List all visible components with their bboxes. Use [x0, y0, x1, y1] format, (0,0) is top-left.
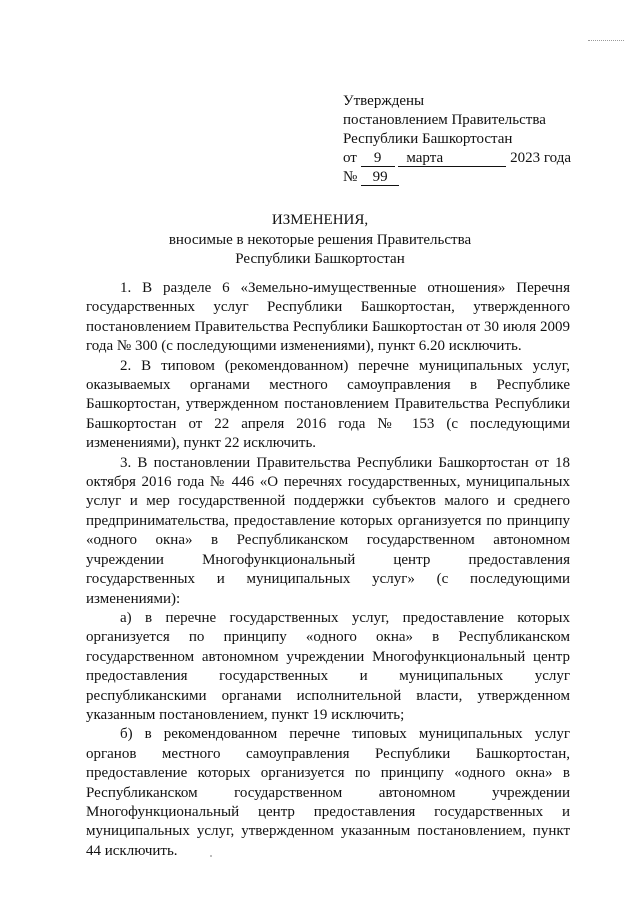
approval-line-3: Республики Башкортостан [343, 131, 513, 147]
document-title: ИЗМЕНЕНИЯ, [271, 212, 369, 228]
document-subtitle-line-1: вносимые в некоторые решения Правительства [168, 232, 472, 248]
date-year: 2023 года [510, 150, 571, 166]
paragraph-2: 2. В типовом (рекомендованном) перечне муниципальных услуг, оказываемых органами местного самоуправления в Республике Башкортостан, утвержденном постановлением Правительства Республики Башкортостан от 22 апреля 2016 года № 153 (с последующими изменениями), пункт 22 исключить. [86, 357, 570, 452]
paragraph-1: 1. В разделе 6 «Земельно-имущественные отношения» Перечня государственных услуг Республики Башкортостан, утвержденного постановлением Правительства Республики Башкортостан от 30 июля 2009 года № 300 (с последующими изменениями), пункт 6.20 исключить. [86, 280, 570, 355]
date-prefix: от [343, 150, 357, 166]
approval-block [343, 92, 583, 187]
paragraph-3b: б) в рекомендованном перечне типовых муниципальных услуг органов местного самоуправления Республики Башкортостан, предоставление которых организуется по принципу «одного окна» в Республиканском государственном автономном учреждении Многофункциональный центр предоставления государственных и муниципальных услуг, утвержденном указанным постановлением, пункт 44 исключить. [86, 726, 570, 859]
document-body [86, 279, 570, 861]
approval-line-1: Утверждены [343, 93, 425, 109]
paragraph-3a: а) в перечне государственных услуг, предоставление которых организуется по принципу «одного окна» в Республиканском государственном автономном учреждении Многофункциональный центр предоставления государственных и муниципальных услуг республиканскими органами исполнительной власти, утвержденном указанным постановлением, пункт 19 исключить; [86, 609, 570, 723]
approval-line-2: постановлением Правительства [343, 112, 546, 128]
approval-number-line [343, 168, 583, 187]
corner-scan-mark [588, 40, 624, 41]
scan-speck [210, 855, 212, 857]
date-month: марта [398, 150, 506, 167]
date-day: 9 [361, 150, 395, 167]
paragraph-3: 3. В постановлении Правительства Республики Башкортостан от 18 октября 2016 года № 446 «О перечнях государственных, муниципальных услуг и мер государственной поддержки субъектов малого и среднего предпринимательства, предоставление которых организуется по принципу «одного окна» в Республиканском государственном автономном учреждении Многофункциональный центр предоставления государственных и муниципальных услуг» (с последующими изменениями): [86, 454, 570, 607]
document-subtitle-line-2: Республики Башкортостан [235, 251, 405, 267]
approval-date-line [343, 149, 583, 168]
number-prefix: № [343, 169, 358, 185]
number-value: 99 [361, 169, 399, 186]
